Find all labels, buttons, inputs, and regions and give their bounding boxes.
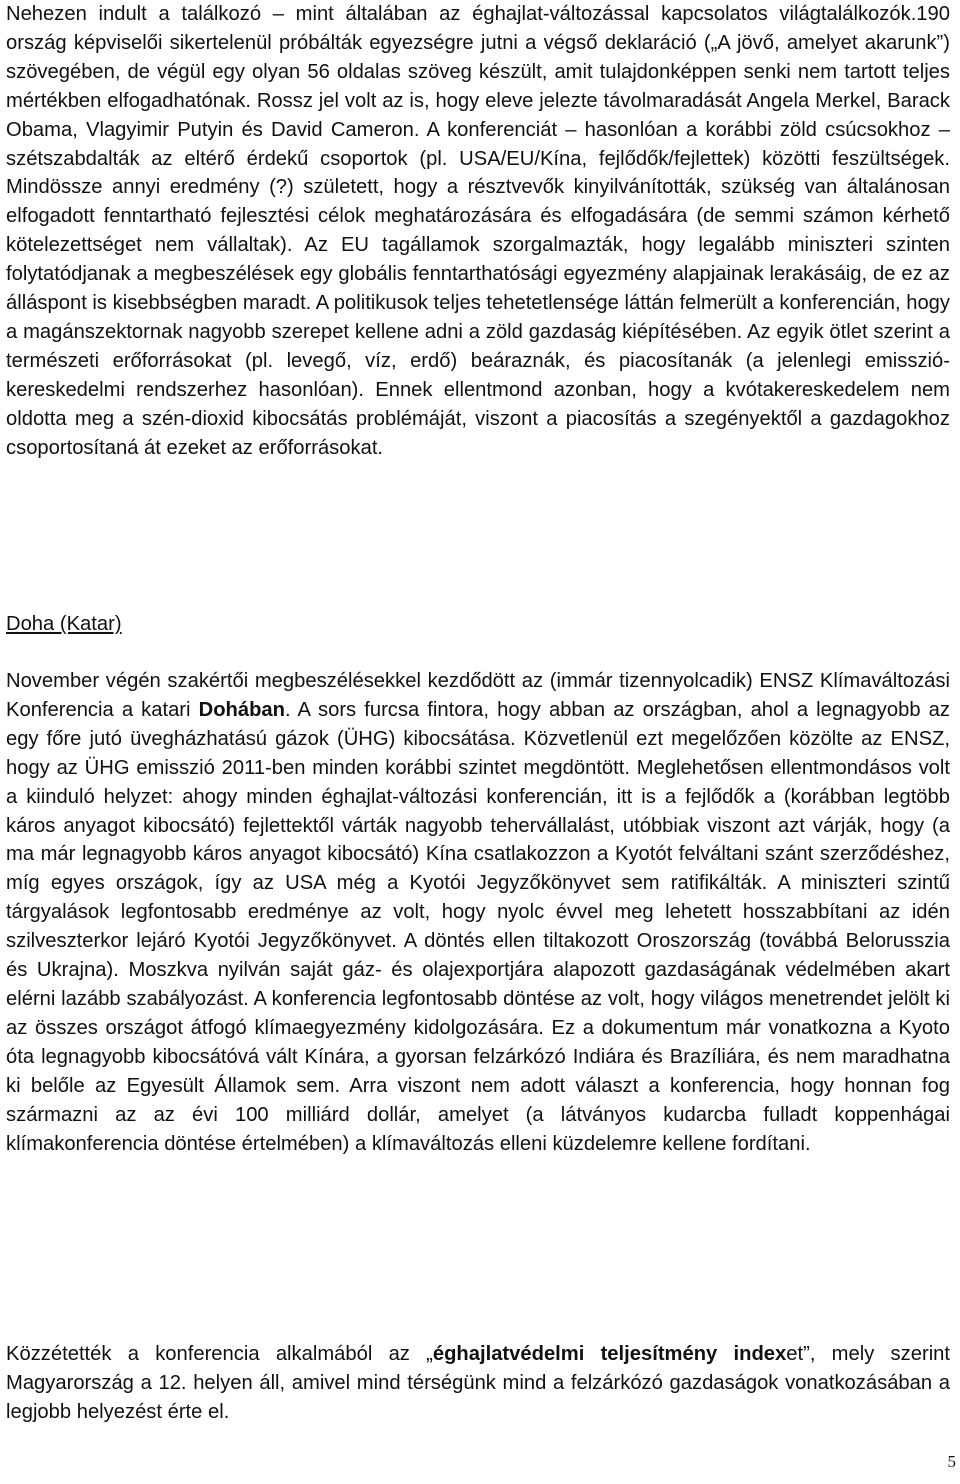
page-number: 5 (947, 1452, 956, 1471)
paragraph-index-text-rest: et”, mely szerint Magyarország a 12. helyen áll, amivel mind térségünk mind a felzárkózó gazdaságok vonatkozásában a legjobb helyezést érte el. (6, 1343, 951, 1423)
paragraph-doha-conference (6, 667, 950, 1158)
paragraph-doha-bold-location: Dohában (198, 698, 285, 721)
paragraph-index-bold-term: éghajlatvédelmi teljesítmény index (432, 1343, 787, 1365)
section-heading-doha: Doha (Katar) (6, 613, 122, 635)
paragraph-doha-text-start: November végén szakértői megbeszélésekkel kezdődött az (immár tizennyolcadik) ENSZ Klímaváltozási Konferencia a katari (6, 670, 950, 721)
paragraph-index-text-start: Közzétették a konferencia alkalmából az „ (6, 1343, 433, 1365)
paragraph-rio-summit: Nehezen indult a találkozó – mint általában az éghajlat-változással kapcsolatos világtalálkozók.190 ország képviselői sikertelenül próbálták egyezségre jutni a végső deklaráció („A jövő, amelyet akarunk”) szövegében, de végül egy olyan 56 oldalas szöveg készült, amit tulajdonképpen senki nem tartott teljes mértékben elfogadhatónak. Rossz jel volt az is, hogy eleve jelezte távolmaradását Angela Merkel, Barack Obama, Vlagyimir Putyin és David Cameron. A konferenciát – hasonlóan a korábbi zöld csúcsokhoz – szétszabdalták az eltérő érdekű csoportok (pl. USA/EU/Kína, fejlődők/fejlettek) közötti feszültségek. Mindössze annyi eredmény (?) született, hogy a résztvevők kinyilvánították, szükség van általánosan elfogadott fenntartható fejlesztési célok meghatározására és elfogadására (de semmi számon kérhető kötelezettséget nem vállaltak). Az EU tagállamok szorgalmazták, hogy legalább miniszteri szinten folytatódjanak a megbeszélések egy globális fenntarthatósági egyezmény alapjainak lerakásáig, de ez az álláspont is kisebbségben maradt. A politikusok teljes tehetetlensége láttán felmerült a konferencián, hogy a magánszektornak nagyobb szerepet kellene adni a zöld gazdaság kiépítésében. Az egyik ötlet szerint a természeti erőforrásokat (pl. levegő, víz, erdő) beáraznák, és piacosítanák (a jelenlegi emisszió-kereskedelmi rendszerhez hasonlóan). Ennek ellentmond azonban, hogy a kvótakereskedelem nem oldotta meg a szén-dioxid kibocsátás problémáját, viszont a piacosítás a szegényektől a gazdagokhoz csoportosítaná át ezeket az erőforrásokat. (6, 3, 950, 459)
paragraph-climate-index (6, 1340, 950, 1427)
paragraph-doha-text-rest: . A sors furcsa fintora, hogy abban az országban, ahol a legnagyobb az egy főre jutó üvegházhatású gázok (ÜHG) kibocsátása. Közvetlenül ezt megelőzően közölte az ENSZ, hogy az ÜHG emisszió 2011-ben minden korábbi szintet megdöntött. Meglehetősen ellentmondásos volt a kiinduló helyzet: ahogy minden éghajlat-változási konferencián, itt is a fejlődők a (korábban legtöbb káros anyagot kibocsátó) fejlettektől várták nagyobb tehervállalást, utóbbiak viszont azt várják, hogy (a ma már legnagyobb káros anyagot kibocsátó) Kína csatlakozzon a Kyotót felváltani szánt szerződéshez, míg egyes országok, így az USA még a Kyotói Jegyzőkönyvet sem ratifikálták. A miniszteri szintű tárgyalások legfontosabb eredménye az volt, hogy nyolc évvel meg lehetett hosszabbítani az idén szilveszterkor lejáró Kyotói Jegyzőkönyvet. A döntés ellen tiltakozott Oroszország (továbbá Belorusszia és Ukrajna). Moszkva nyilván saját gáz- és olajexportjára alapozott gazdaságának védelmében akart elérni lazább szabályozást. A konferencia legfontosabb döntése az volt, hogy világos menetrendet jelölt ki az összes országot átfogó klímaegyezmény kidolgozására. Ez a dokumentum már vonatkozna a Kyoto óta legnagyobb kibocsátóvá vált Kínára, a gyorsan felzárkózó Indiára és Brazíliára, és nem maradhatna ki belőle az Egyesült Államok sem. Arra viszont nem adott választ a konferencia, hogy honnan fog származni az az évi 100 milliárd dollár, amelyet (a látványos kudarcba fulladt koppenhágai klímakonferencia döntése értelmében) a klímaváltozás elleni küzdelemre kellene fordítani. (6, 698, 950, 1155)
document-page (6, 0, 951, 1423)
